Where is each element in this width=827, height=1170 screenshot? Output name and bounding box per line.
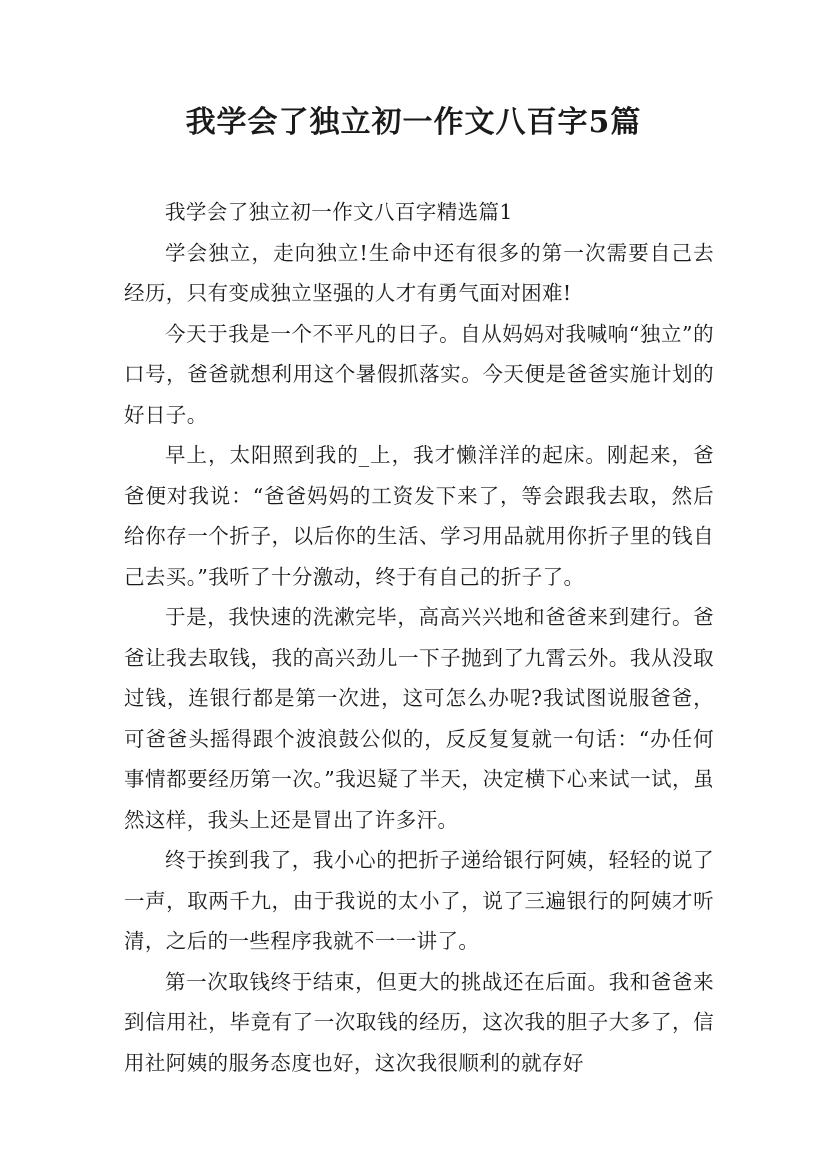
paragraph: 于是，我快速的洗漱完毕，高高兴兴地和爸爸来到建行。爸爸让我去取钱，我的高兴劲儿一下子抛到了九霄云外。我从没取过钱，连银行都是第一次进，这可怎么办呢?我试图说服爸爸，可爸爸头摇得跟个波浪鼓公似的，反反复复就一句话：“办任何事情都要经历第一次。”我迟疑了半天，决定横下心来试一试，虽然这样，我头上还是冒出了许多汗。 (124, 605, 714, 832)
paragraph: 第一次取钱终于结束，但更大的挑战还在后面。我和爸爸来到信用社，毕竟有了一次取钱的经历，这次我的胆子大多了，信用社阿姨的服务态度也好，这次我很顺利的就存好 (124, 969, 714, 1075)
document-title: 我学会了独立初一作文八百字5篇 (185, 105, 642, 140)
paragraph: 终于挨到我了，我小心的把折子递给银行阿姨，轻轻的说了一声，取两千九，由于我说的太小了，说了三遍银行的阿姨才听清，之后的一些程序我就不一一讲了。 (124, 848, 714, 953)
paragraph: 学会独立，走向独立!生命中还有很多的第一次需要自己去经历，只有变成独立坚强的人才有勇气面对困难! (124, 240, 714, 305)
paragraph: 早上，太阳照到我的_上，我才懒洋洋的起床。刚起来，爸爸便对我说：“爸爸妈妈的工资发下来了，等会跟我去取，然后给你存一个折子，以后你的生活、学习用品就用你折子里的钱自己去买。”我听了十分激动，终于有自己的折子了。 (124, 443, 714, 589)
document-body (124, 192, 714, 1083)
paragraph: 今天于我是一个不平凡的日子。自从妈妈对我喊响“独立”的口号，爸爸就想利用这个暑假抓落实。今天便是爸爸实施计划的好日子。 (124, 321, 714, 427)
paragraph-subtitle: 我学会了独立初一作文八百字精选篇1 (165, 200, 513, 224)
